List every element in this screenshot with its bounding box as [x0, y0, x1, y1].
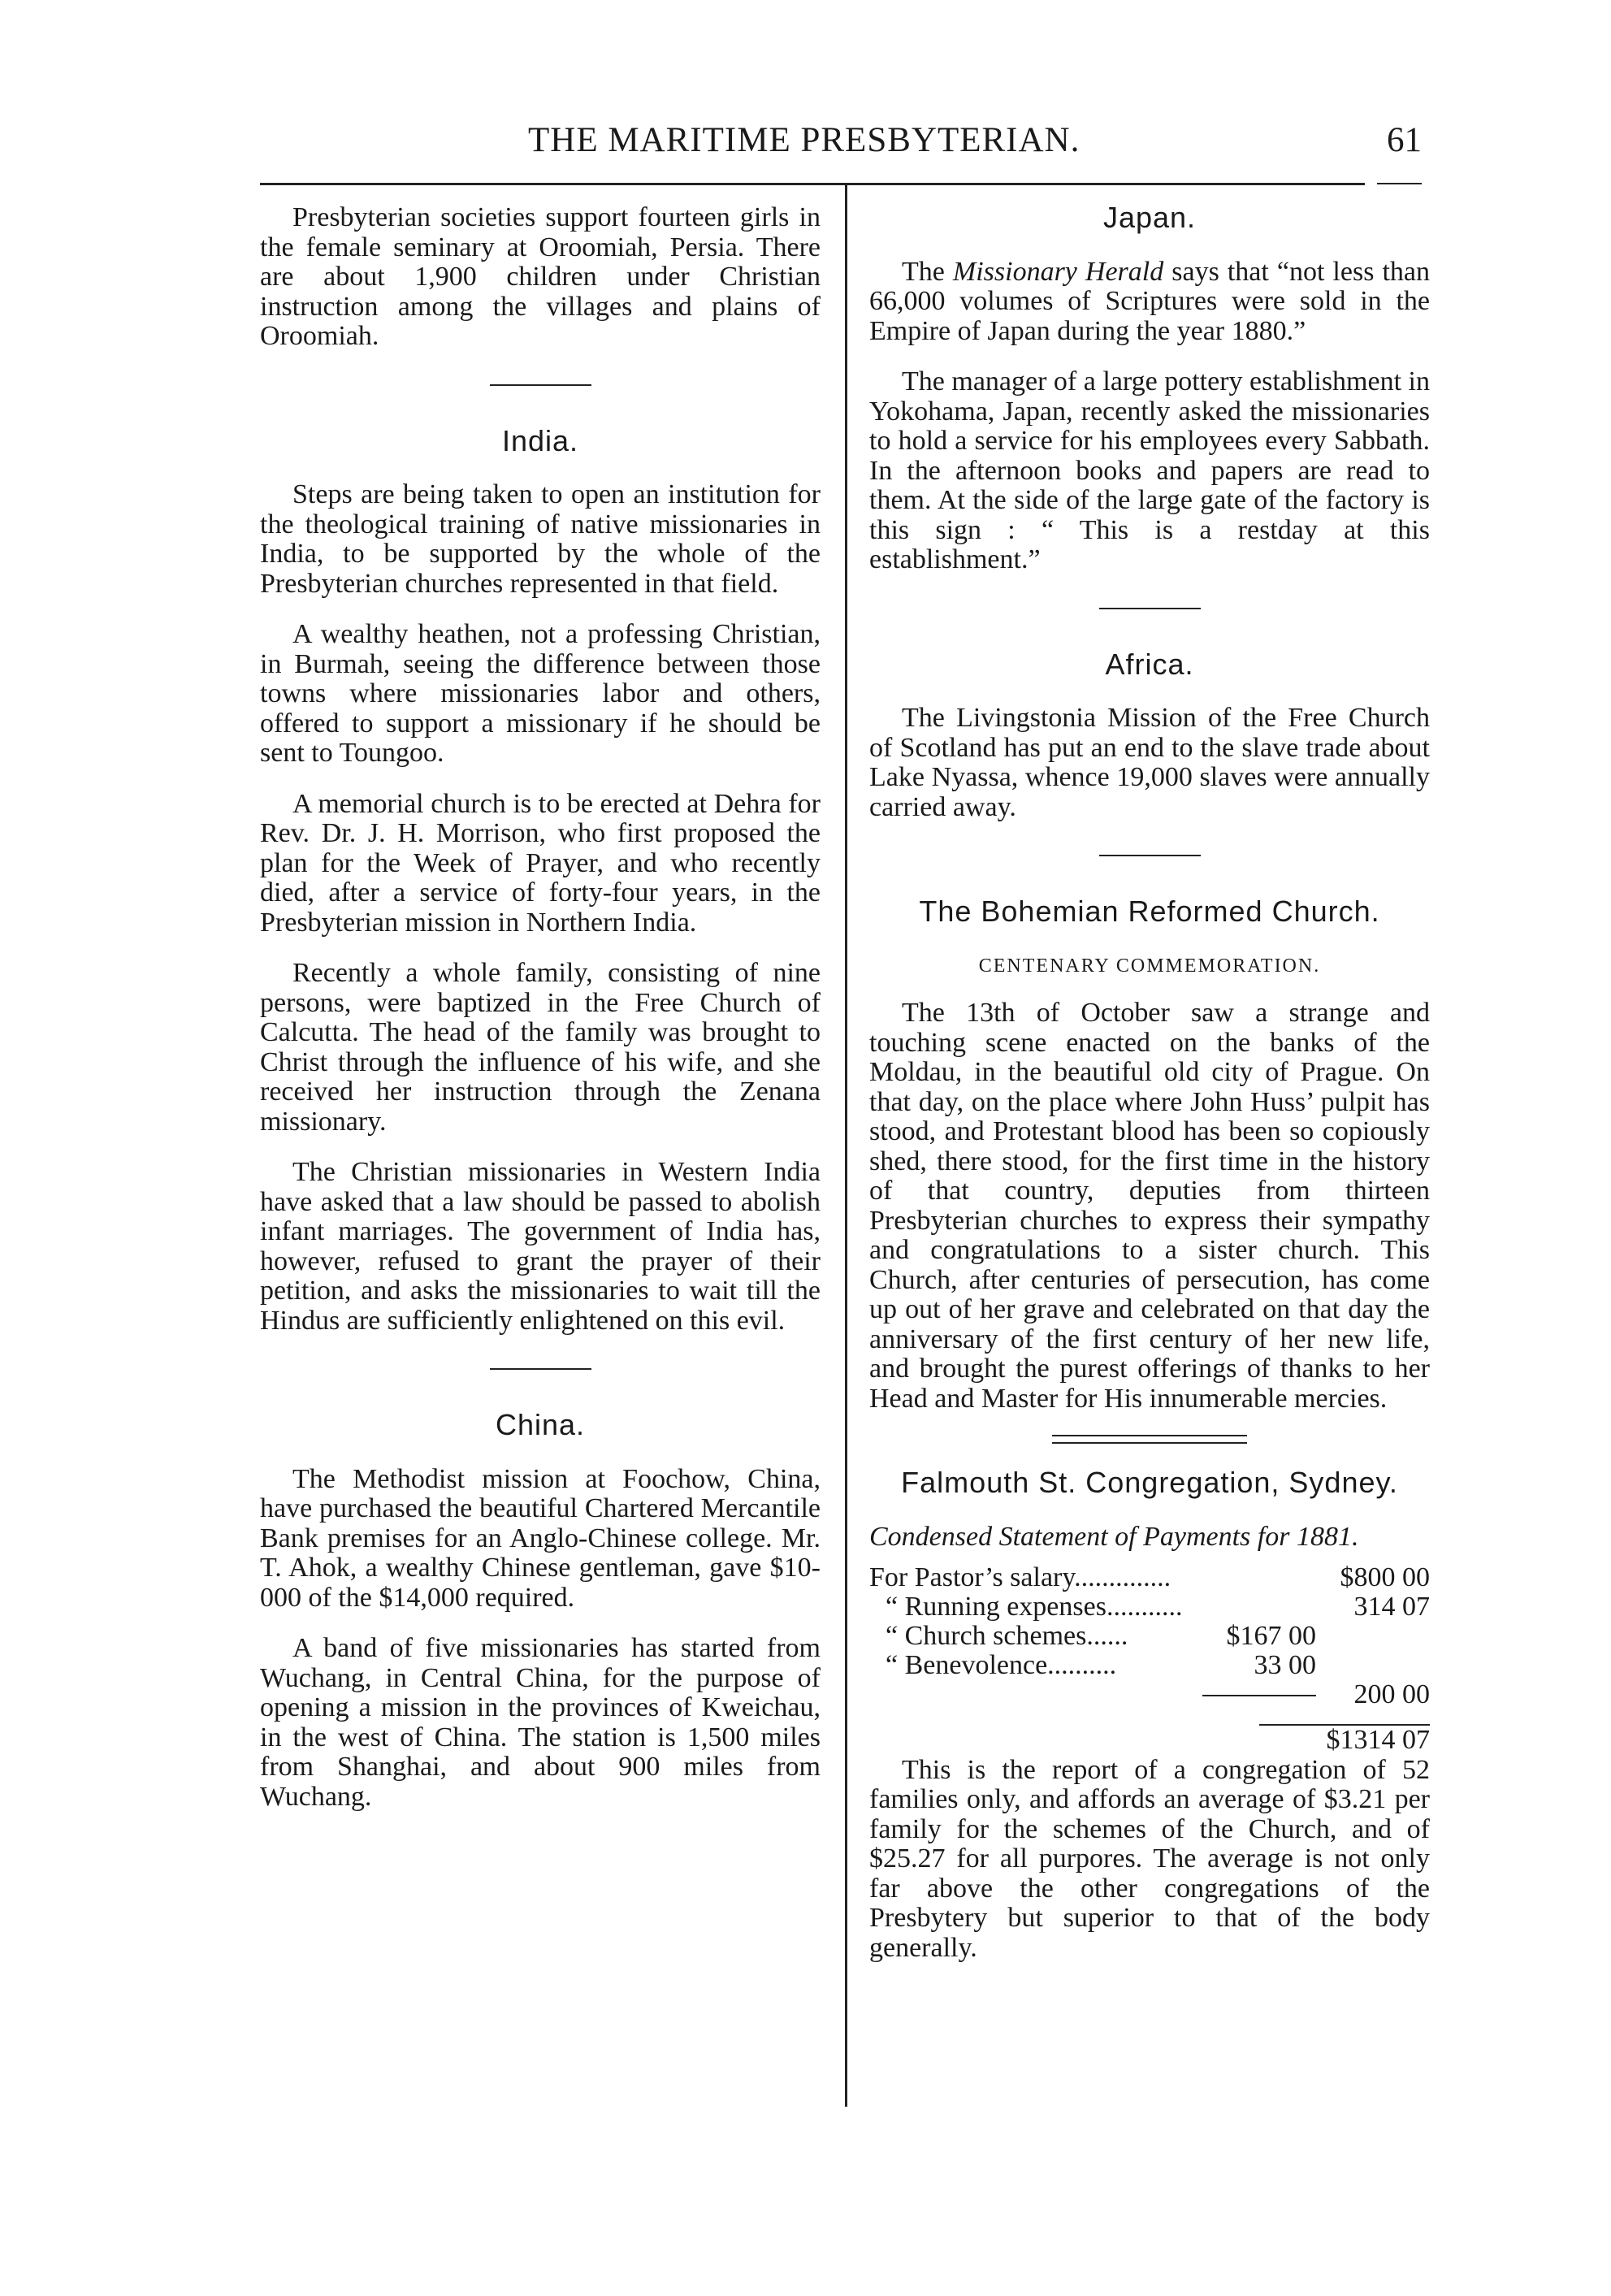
china-heading: China.: [495, 1408, 586, 1441]
ledger-row: For Pastor’s salary.............. $800 00: [869, 1562, 1430, 1592]
section-separator: [490, 384, 591, 386]
bohemian-paragraph: The 13th of October saw a strange and touching scene enacted on the banks of the Moldau, in the beautiful old city of Prague. On that day, on the place where John Huss’ pulpit has stood, and Protestant blood has been so copiously shed, there stood, for the first time in the history of that country, deputies from thirteen Presbyterian churches to express their sympathy and congratulations to a sister church. This Church, after centuries of persecution, has come up out of her grave and celebrated on that day the anniversary of the first century of her new life, and brought the purest offerings of thanks to her Head and Master for His innumerable mercies.: [869, 998, 1430, 1414]
page-header: [260, 120, 1422, 169]
bohemian-subheading: CENTENARY COMMEMORATION.: [978, 955, 1321, 977]
missionary-herald-title: Missionary Herald: [952, 256, 1164, 287]
africa-heading: Africa.: [1105, 647, 1194, 681]
ledger-subtotal-row: [869, 1680, 1430, 1709]
statement-caption: Condensed Statement of Payments for 1881.: [869, 1521, 1359, 1552]
japan-paragraph-2: The manager of a large pottery establishment in Yokohama, Japan, recently asked the missionaries to hold a service for his employees every Sabbath. In the afternoon books and papers are read to them. At the side of the large gate of the factory is this sign : “ This is a restday at this establishment.”: [869, 366, 1430, 574]
grand-total: $1314 07: [1326, 1725, 1430, 1755]
section-separator: [1099, 608, 1201, 609]
right-column: [869, 203, 1430, 1984]
china-paragraph-2: A band of five missionaries has started from Wuchang, in Central China, for the purpose of opening a mission in the provinces of Kweichau, in the west of China. The station is 1,500 miles from Shanghai, and about 900 miles from Wuchang.: [260, 1633, 821, 1812]
section-separator: [1099, 855, 1201, 856]
header-rule: [260, 183, 1365, 185]
japan-heading: Japan.: [1102, 201, 1197, 234]
africa-paragraph: The Livingstonia Mission of the Free Church of Scotland has put an end to the slave trade about Lake Nyassa, whence 19,000 slaves were annually carried away.: [869, 703, 1430, 822]
ledger-row: “ Running expenses........... 314 07: [886, 1592, 1430, 1622]
india-paragraph-3: A memorial church is to be erected at Dehra for Rev. Dr. J. H. Morrison, who first proposed the plan for the Week of Prayer, and who recently died, after a service of forty-four years, in the Presbyterian mission in Northern India.: [260, 788, 821, 938]
payments-statement: [869, 1523, 1430, 1964]
section-separator: [490, 1368, 591, 1370]
ledger-row: “ Church schemes...... $167 00: [886, 1621, 1316, 1651]
india-paragraph-1: Steps are being taken to open an institution for the theological training of native missionaries in India, to be supported by the whole of the Presbyterian churches represented in that field.: [260, 479, 821, 599]
journal-title: THE MARITIME PRESBYTERIAN.: [528, 121, 1080, 159]
column-divider: [845, 185, 847, 2107]
japan-paragraph-1: The Missionary Herald says that “not less than 66,000 volumes of Scriptures were sold in the Empire of Japan during the year 1880.”: [869, 256, 1430, 346]
page-number: 61: [1387, 121, 1422, 159]
ledger-row: “ Benevolence.......... 33 00: [886, 1650, 1316, 1680]
intro-paragraph: Presbyterian societies support fourteen girls in the female seminary at Oroomiah, Persia. There are about 1,900 children under Christian instruction among the villages and plains of Oroomiah.: [260, 202, 821, 351]
india-paragraph-4: Recently a whole family, consisting of nine persons, were baptized in the Free Church of Calcutta. The head of the family was brought to Christ through the influence of his wife, and she received her instruction through the Zenana missionary.: [260, 958, 821, 1137]
header-rule-short: [1377, 183, 1422, 184]
india-paragraph-5: The Christian missionaries in Western India have asked that a law should be passed to abolish infant marriages. The government of India has, however, refused to grant the prayer of their petition, and asks the missionaries to wait till the Hindus are sufficiently enlightened on this evil.: [260, 1157, 821, 1336]
left-column: [260, 203, 821, 1833]
falmouth-paragraph: This is the report of a congregation of 52 families only, and affords an average of $3.21 per family for the schemes of the Church, and of $25.27 for all purpores. The average is not only far above the other congregations of the Presbytery but superior to that of the body generally.: [869, 1754, 1430, 1963]
china-paragraph-1: The Methodist mission at Foochow, China, have purchased the beautiful Chartered Mercantile Bank premises for an Anglo-Chinese college. Mr. T. Ahok, a wealthy Chinese gentleman, gave $10-000 of the $14,000 required.: [260, 1463, 821, 1613]
subtotal-value: 200 00: [1353, 1679, 1430, 1709]
india-heading: India.: [501, 423, 579, 457]
total-rule: [869, 1709, 1430, 1726]
falmouth-heading: Falmouth St. Congregation, Sydney.: [901, 1466, 1398, 1499]
india-paragraph-2: A wealthy heathen, not a professing Christian, in Burmah, seeing the difference between those towns where missionaries labor and others, offered to support a missionary if he should be sent to Toungoo.: [260, 619, 821, 768]
double-rule: [1052, 1435, 1247, 1444]
bohemian-heading: The Bohemian Reformed Church.: [919, 895, 1380, 928]
